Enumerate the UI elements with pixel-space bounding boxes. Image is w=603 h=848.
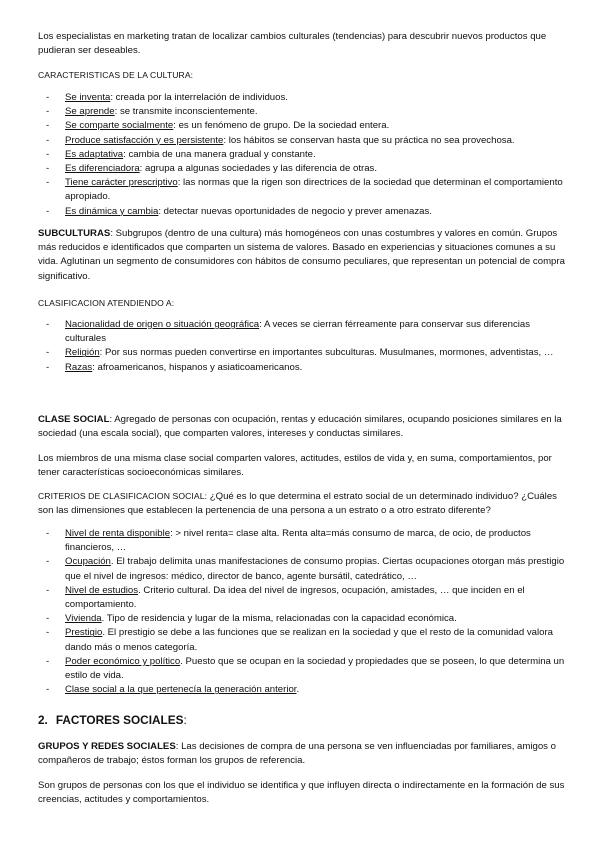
list-item: - Ocupación. El trabajo delimita unas manifestaciones de consumo propias. Ciertas ocupaciones otorgan más prestigio que el nivel de ingresos: médico, director de banco, agente bursátil, catedrático, … — [46, 556, 565, 582]
social-class-members-paragraph: Los miembros de una misma clase social comparten valores, actitudes, estilos de vida y, en suma, comportamientos, por tener características socioeconómicas similares. — [38, 453, 552, 479]
list-item: - Prestigio. El prestigio se debe a las funciones que se realizan en la sociedad y que el resto de la comunidad valora dando más o menos categoría. — [46, 627, 553, 653]
section-title: FACTORES SOCIALES — [55, 713, 184, 727]
subcultures-paragraph — [38, 227, 566, 284]
social-class-text: : Agregado de personas con ocupación, rentas y educación similares, ocupando posiciones similares en la sociedad (una escala social), que comparten valores, intereses y conductas similares. — [38, 414, 562, 440]
groups-label: GRUPOS Y REDES SOCIALES — [38, 741, 176, 752]
list-item: - Se inventa: creada por la interrelación de individuos. — [46, 92, 288, 103]
section-heading-factores-sociales: 2. FACTORES SOCIALES: — [38, 713, 187, 727]
list-item: - Nivel de estudios. Criterio cultural. Da idea del nivel de ingresos, ocupación, amistades, … que inciden en el comportamiento. — [46, 584, 525, 611]
social-class-paragraph — [38, 413, 566, 441]
list-item: - Es dinámica y cambia: detectar nuevas oportunidades de negocio y prever amenazas. — [46, 205, 432, 217]
groups-paragraph — [38, 740, 566, 768]
criteria-heading: CRITERIOS DE CLASIFICACION SOCIAL: — [38, 491, 208, 501]
criteria-list — [38, 527, 566, 697]
list-item: - Razas: afroamericanos, hispanos y asiaticoamericanos. — [46, 361, 303, 373]
list-item: - Tiene carácter prescriptivo: las normas que la rigen son directrices de la sociedad que determinan el comportamiento apropiado. — [46, 177, 563, 203]
criteria-paragraph — [38, 489, 566, 518]
intro-paragraph: Los especialistas en marketing tratan de localizar cambios culturales (tendencias) para descubrir nuevos productos que pudieran ser deseables. — [38, 31, 547, 57]
culture-heading: CARACTERISTICAS DE LA CULTURA: — [38, 70, 194, 80]
list-item: - Produce satisfacción y es persistente: los hábitos se conservan hasta que su práctica no sea provechosa. — [46, 134, 515, 146]
list-item: - Nacionalidad de origen o situación geográfica: A veces se cierran férreamente para conservar sus diferencias culturales — [46, 319, 531, 345]
list-item: - Clase social a la que pertenecía la generación anterior. — [46, 684, 300, 696]
list-item: - Vivienda. Tipo de residencia y lugar de la misma, relacionadas con la capacidad económica. — [46, 613, 457, 625]
list-item: - Se comparte socialmente: es un fenómeno de grupo. De la sociedad entera. — [46, 120, 390, 132]
culture-list — [38, 91, 566, 219]
list-item: - Poder económico y político. Puesto que se ocupan en la sociedad y propiedades que se poseen, lo que determina un estilo de vida. — [46, 655, 565, 682]
subcultures-text: : Subgrupos (dentro de una cultura) más homogéneos con unas costumbres y valores en común. Grupos más reducidos e identificados que comparten un sistema de valores. Basado en experiencias y situaciones comunes a su vida. Aglutinan un segmento de consumidores con hábitos de consumo peculiares, que representan un potencial de compra significativo. — [38, 228, 565, 282]
section-number: 2. — [38, 713, 48, 727]
list-item: - Es adaptativa: cambia de una manera gradual y constante. — [46, 148, 316, 160]
classification-list — [38, 318, 566, 375]
list-item: - Religión: Por sus normas pueden convertirse en importantes subculturas. Musulmanes, mormones, adventistas, … — [46, 347, 554, 359]
criteria-question: ¿Qué es lo que determina el estrato social de un determinado individuo? ¿Cuáles son las dimensiones que establecen la pertenencia de una persona a un estrato o a otro estrato diferente? — [38, 491, 557, 517]
list-item: - Nivel de renta disponible: > nivel renta= clase alta. Renta alta=más consumo de marca, de ocio, de productos financieros, … — [46, 528, 531, 554]
groups-definition-paragraph: Son grupos de personas con los que el individuo se identifica y que influyen directa o indirectamente en la formación de sus creencias, actitudes y comportamientos. — [38, 780, 565, 806]
classification-heading: CLASIFICACION ATENDIENDO A: — [38, 298, 175, 308]
list-item: - Se aprende: se transmite inconscientemente. — [46, 106, 258, 118]
list-item: - Es diferenciadora: agrupa a algunas sociedades y las diferencia de otras. — [46, 163, 378, 175]
social-class-label: CLASE SOCIAL — [38, 414, 110, 425]
subcultures-label: SUBCULTURAS — [38, 228, 111, 239]
groups-text: : Las decisiones de compra de una persona se ven influenciadas por familiares, amigos o compañeros de trabajo; éstos forman los grupos de referencia. — [38, 741, 556, 767]
